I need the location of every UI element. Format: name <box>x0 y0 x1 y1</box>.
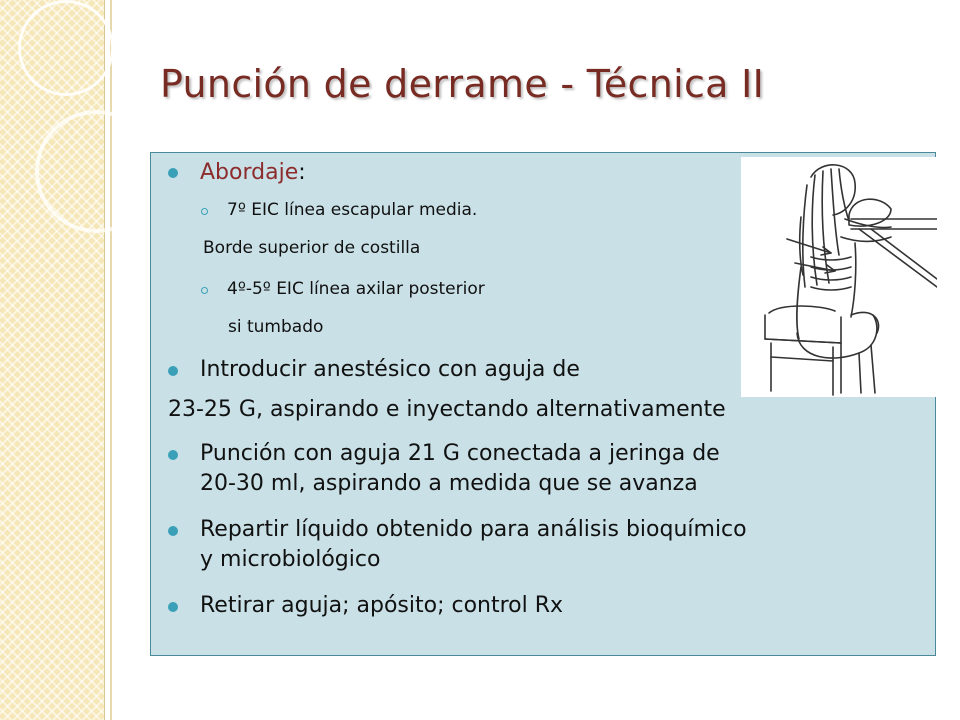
continuation-text: 23-25 G, aspirando e inyectando alternativamente <box>168 397 726 422</box>
abordaje-label: Abordaje <box>200 160 299 185</box>
sub-item-eic-escapular: 7º EIC línea escapular media. <box>227 200 478 220</box>
decorative-ring <box>18 0 114 96</box>
slide-title: Punción de derrame - Técnica II <box>160 62 765 106</box>
bullet-icon <box>168 168 178 178</box>
decorative-side-stripe <box>0 0 105 720</box>
bullet-icon <box>168 450 178 460</box>
sub-item-eic-axilar: 4º-5º EIC línea axilar posterior <box>227 279 485 299</box>
bullet-repartir-line1: Repartir líquido obtenido para análisis bioquímico <box>200 517 747 542</box>
bullet-anestesico: Introducir anestésico con aguja de <box>200 357 580 382</box>
bullet-icon <box>168 366 178 376</box>
bullet-retirar: Retirar aguja; apósito; control Rx <box>200 593 564 618</box>
bullet-icon <box>168 602 178 612</box>
decorative-divider <box>110 0 112 720</box>
continuation-text: Borde superior de costilla <box>203 238 421 258</box>
sub-bullet-icon <box>201 208 208 215</box>
bullet-puncion-line2: 20-30 ml, aspirando a medida que se avanza <box>200 471 698 496</box>
bullet-puncion-line1: Punción con aguja 21 G conectada a jeringa de <box>200 441 720 466</box>
sub-bullet-icon <box>201 287 208 294</box>
bullet-repartir-line2: y microbiológico <box>200 547 381 572</box>
patient-seated-thoracentesis-icon <box>741 157 937 397</box>
bullet-icon <box>168 526 178 536</box>
abordaje-colon: : <box>298 160 306 185</box>
bullet-abordaje <box>200 160 306 185</box>
continuation-text: si tumbado <box>228 317 324 337</box>
decorative-ring <box>35 110 158 233</box>
